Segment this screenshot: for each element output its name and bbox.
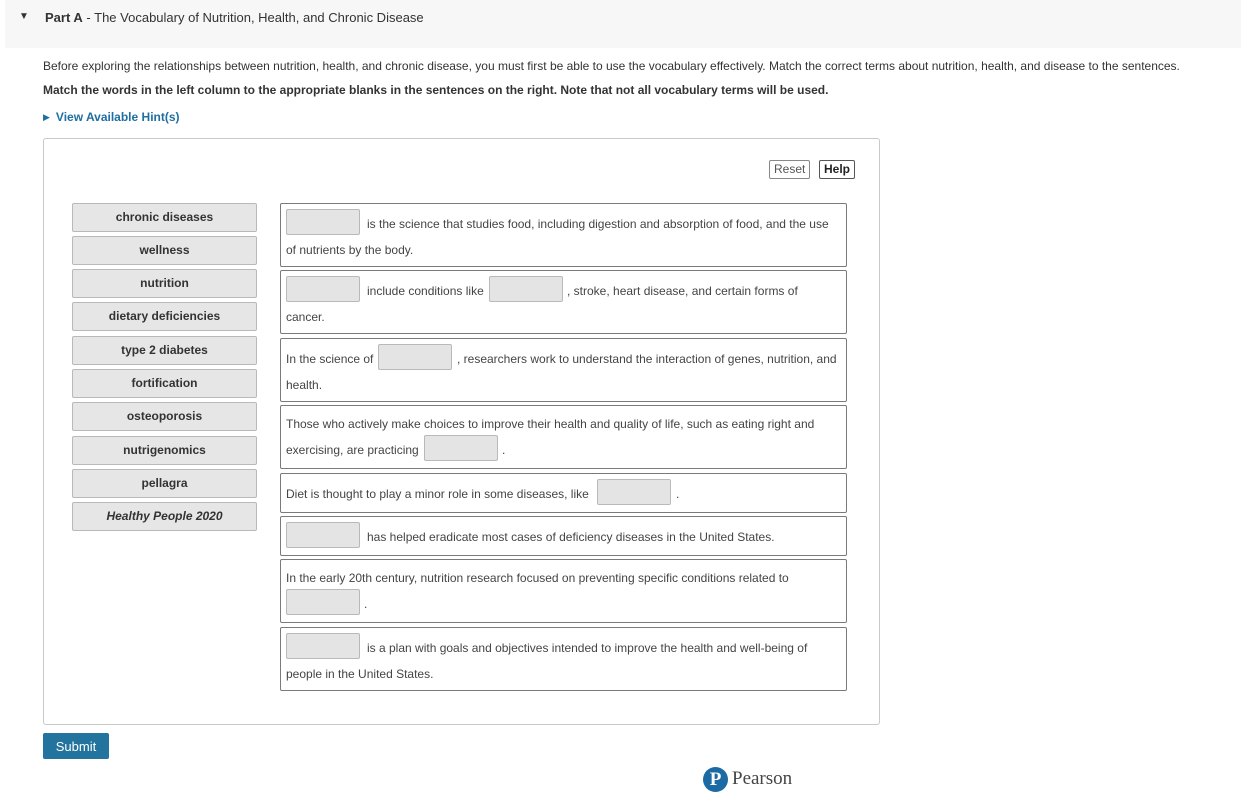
intro-text: Before exploring the relationships between nutrition, health, and chronic disease, you must first be able to use the vocabulary effectively. Match the correct terms about nutrition, health, and disease to the sentences. — [43, 59, 1180, 73]
caret-right-icon: ▶ — [43, 112, 50, 122]
sentence-1-text-b: of nutrients by the body. — [286, 243, 414, 257]
sentence-1 — [280, 203, 847, 267]
sentence-4 — [280, 405, 847, 469]
sentence-8-text-a: is a plan with goals and objectives intended to improve the health and well-being of — [367, 641, 808, 655]
instruction-text: Match the words in the left column to the appropriate blanks in the sentences on the right. Note that not all vocabulary terms will be used. — [43, 83, 829, 97]
drop-blank-2b[interactable] — [489, 276, 563, 302]
sentence-5 — [280, 473, 847, 513]
term-nutrigenomics[interactable]: nutrigenomics — [72, 436, 257, 465]
sentence-8-text-b: people in the United States. — [286, 667, 434, 681]
part-title-text: The Vocabulary of Nutrition, Health, and Chronic Disease — [94, 10, 424, 25]
drop-blank-4[interactable] — [424, 435, 498, 461]
part-title — [45, 10, 424, 25]
drop-blank-2a[interactable] — [286, 276, 360, 302]
sentence-6-text-a: has helped eradicate most cases of deficiency diseases in the United States. — [367, 530, 775, 544]
term-pellagra[interactable]: pellagra — [72, 469, 257, 498]
term-healthy-people-2020[interactable]: Healthy People 2020 — [72, 502, 257, 531]
sentence-7-text-a: In the early 20th century, nutrition research focused on preventing specific conditions related to — [286, 571, 789, 585]
reset-button[interactable]: Reset — [769, 160, 810, 179]
term-nutrition[interactable]: nutrition — [72, 269, 257, 298]
collapse-caret-icon[interactable]: ▼ — [19, 11, 29, 22]
sentence-2-text-a: include conditions like — [367, 284, 484, 298]
sentence-2-text-c: cancer. — [286, 310, 325, 324]
pearson-p-icon: P — [703, 767, 728, 792]
drop-blank-6[interactable] — [286, 522, 360, 548]
drop-blank-1[interactable] — [286, 209, 360, 235]
sentence-2 — [280, 270, 847, 334]
sentence-2-text-b: , stroke, heart disease, and certain forms of — [567, 284, 798, 298]
term-dietary-deficiencies[interactable]: dietary deficiencies — [72, 302, 257, 331]
sentence-4-text-c: . — [502, 443, 506, 457]
sentence-1-text-a: is the science that studies food, including digestion and absorption of food, and the use — [367, 217, 829, 231]
sentence-7 — [280, 559, 847, 623]
view-hints-link[interactable] — [43, 110, 180, 124]
submit-button[interactable]: Submit — [43, 733, 109, 759]
drop-blank-8[interactable] — [286, 633, 360, 659]
sentence-5-text-a: Diet is thought to play a minor role in some diseases, like — [286, 487, 589, 501]
sentence-4-text-a: Those who actively make choices to improve their health and quality of life, such as eating right and — [286, 417, 815, 431]
term-fortification[interactable]: fortification — [72, 369, 257, 398]
sentence-8 — [280, 627, 847, 691]
pearson-wordmark: Pearson — [732, 768, 793, 789]
sentence-3-text-a: In the science of — [286, 352, 374, 366]
drop-blank-5[interactable] — [597, 479, 671, 505]
sentence-5-text-b: . — [676, 487, 680, 501]
part-label: Part A — [45, 10, 83, 25]
matching-panel — [43, 138, 880, 725]
drop-blank-3[interactable] — [378, 344, 452, 370]
term-chronic-diseases[interactable]: chronic diseases — [72, 203, 257, 232]
sentence-3-text-c: health. — [286, 378, 323, 392]
part-separator: - — [82, 10, 95, 25]
sentence-4-text-b: exercising, are practicing — [286, 443, 419, 457]
sentence-7-text-b: . — [364, 597, 368, 611]
drop-blank-7[interactable] — [286, 589, 360, 615]
sentence-3-text-b: , researchers work to understand the interaction of genes, nutrition, and — [457, 352, 837, 366]
part-header[interactable] — [5, 0, 1241, 48]
term-wellness[interactable]: wellness — [72, 236, 257, 265]
term-type-2-diabetes[interactable]: type 2 diabetes — [72, 336, 257, 365]
term-osteoporosis[interactable]: osteoporosis — [72, 402, 257, 431]
sentence-6 — [280, 516, 847, 556]
sentence-3 — [280, 338, 847, 402]
help-button[interactable]: Help — [819, 160, 855, 179]
view-hints-label: View Available Hint(s) — [55, 110, 180, 124]
